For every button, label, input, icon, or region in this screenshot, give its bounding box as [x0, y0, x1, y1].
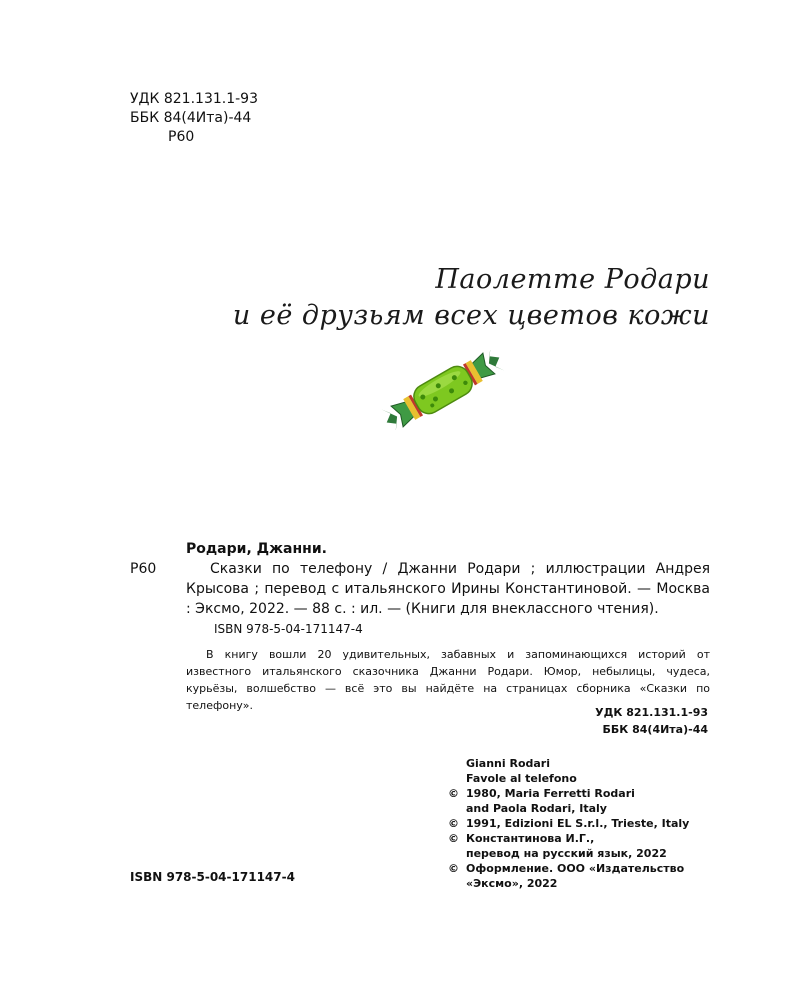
copyright-line: 1980, Maria Ferretti Rodari [466, 787, 635, 800]
copyright-line: перевод на русский язык, 2022 [466, 847, 667, 860]
dedication-line-1: Паолетте Родари [435, 264, 710, 295]
copyright-symbol: © [448, 862, 459, 875]
copyright-line: «Эксмо», 2022 [466, 877, 558, 890]
catalog-bbk: ББК 84(4Ита)-44 [602, 723, 708, 736]
copyright-symbol: © [448, 832, 459, 845]
classification-block [130, 90, 258, 147]
original-author: Gianni Rodari [466, 757, 551, 770]
candy-icon [378, 350, 508, 430]
copyright-symbol: © [448, 787, 459, 800]
dedication-line-2: и её друзьям всех цветов кожи [232, 300, 710, 331]
udk-code: УДК 821.131.1-93 [130, 91, 258, 107]
dedication [233, 262, 710, 334]
catalog-annotation: В книгу вошли 20 удивительных, забавных и запоминающихся историй от известного итальянского сказочника Джанни Родари. Юмор, небылицы, чудеса, курьёзы, волшебство — всё это вы найдёте на страницах сборника «Сказки по телефону». [186, 648, 710, 712]
catalog-udk: УДК 821.131.1-93 [595, 706, 708, 719]
author-mark: Р60 [168, 129, 195, 145]
catalog-description [186, 559, 710, 619]
catalog-isbn: ISBN 978-5-04-171147-4 [214, 622, 363, 636]
bbk-code: ББК 84(4Ита)-44 [130, 110, 252, 126]
catalog-classification [595, 704, 708, 738]
copyright-line: and Paola Rodari, Italy [466, 802, 607, 815]
catalog-description-text: Сказки по телефону / Джанни Родари ; иллюстрации Андрея Крысова ; перевод с итальянского Ирины Константиновой. — Москва : Эксмо, 2022. — 88 с. : ил. — (Книги для внеклассного чтения). [186, 561, 710, 617]
original-title: Favole al telefono [466, 772, 577, 785]
catalog-author: Родари, Джанни. [186, 541, 327, 557]
copyright-line: Константинова И.Г., [466, 832, 595, 845]
isbn-bottom: ISBN 978-5-04-171147-4 [130, 870, 295, 884]
copyright-symbol: © [448, 817, 459, 830]
copyright-block [448, 756, 689, 891]
copyright-line: 1991, Edizioni EL S.r.l., Trieste, Italy [466, 817, 690, 830]
catalog-author-mark: Р60 [130, 561, 157, 577]
copyright-line: Оформление. ООО «Издательство [466, 862, 685, 875]
